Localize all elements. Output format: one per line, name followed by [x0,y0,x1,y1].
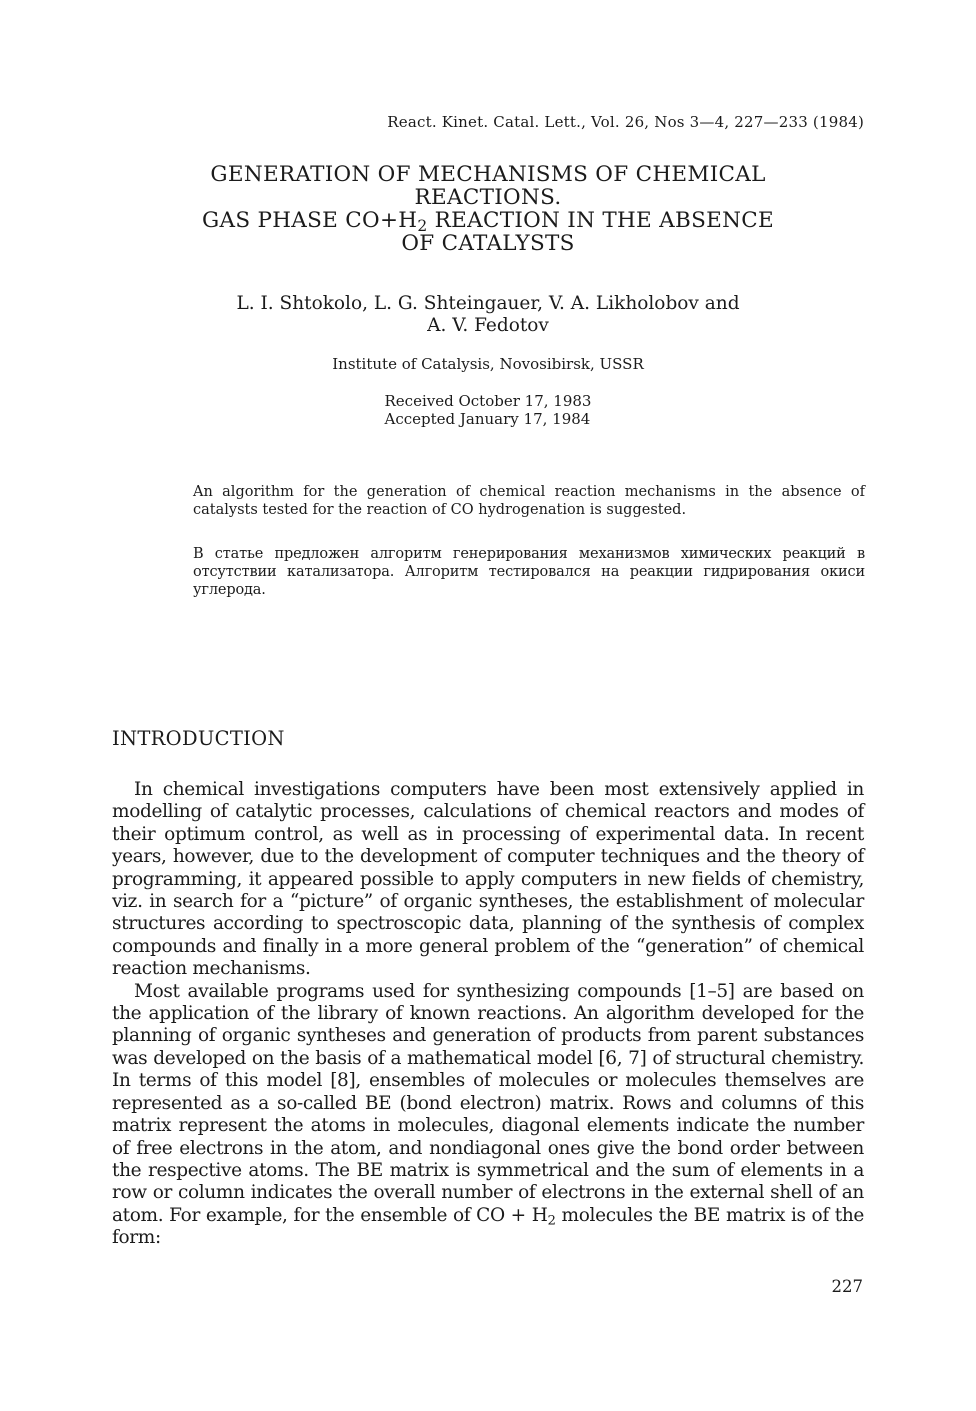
accepted-date: Accepted January 17, 1984 [384,410,591,428]
page-number: 227 [831,1277,863,1296]
body-paragraph-2-before: Most available programs used for synthesizing compounds [1–5] are based on the application of the library of known reactions. An algorithm developed for the planning of organic syntheses and generation of products from parent substances was developed on the basis of a mathematical model [6, 7] of structural chemistry. In terms of this model [8], ensembles of molecules or molecules themselves are represented as a so-called BE (bond electron) matrix. Rows and columns of this matrix represent the atoms in molecules, diagonal elements indicate the number of free electrons in the atom, and nondiagonal ones give the bond order between the respective atoms. The BE matrix is symmetrical and the sum of elements in a row or column indicates the overall number of electrons in the external shell of an atom. For example, for the ensemble of CO + H [112,980,864,1226]
title-line-3 [130,208,846,235]
title-line-2: REACTIONS. [414,185,562,210]
body-subscript: 2 [547,1213,556,1229]
affiliation: Institute of Catalysis, Novosibirsk, USSR [332,355,644,373]
abstract-russian: В статье предложен алгоритм генерирования механизмов химических реакций в отсутствии катализатора. Алгоритм тестировался на реакции гидрирования окиси углерода. [193,546,865,598]
submission-dates [130,392,846,428]
title-line-3-after: REACTION IN THE ABSENCE [427,208,774,233]
title-subscript: 2 [417,216,428,235]
received-date: Received October 17, 1983 [384,392,592,410]
authors-line-2: A. V. Fedotov [427,315,549,336]
title-line-4: OF CATALYSTS [401,231,575,256]
article-title [130,163,846,255]
section-heading-introduction: INTRODUCTION [112,727,285,750]
title-line-1: GENERATION OF MECHANISMS OF CHEMICAL [210,162,766,187]
body-paragraph-2-after: molecules the BE matrix is of the form: [112,1204,864,1249]
introduction-body [112,779,864,1250]
abstract-english: An algorithm for the generation of chemical reaction mechanisms in the absence of catalysts tested for the reaction of CO hydrogenation is suggested. [193,484,865,518]
body-paragraph-1: In chemical investigations computers have been most extensively applied in modelling of catalytic processes, calculations of chemical reactors and modes of their optimum control, as well as in processing of experimental data. In recent years, however, due to the development of computer techniques and the theory of programming, it appeared possible to apply computers in new fields of chemistry, viz. in search for a “picture” of organic syntheses, the establishment of molecular structures according to spectroscopic data, planning of the synthesis of complex compounds and finally in a more general problem of the “generation” of chemical reaction mechanisms. [112,779,864,980]
journal-citation: React. Kinet. Catal. Lett., Vol. 26, Nos 3—4, 227—233 (1984) [387,113,864,131]
author-list [130,293,846,337]
body-paragraph-2 [112,981,864,1250]
title-line-3-before: GAS PHASE CO+H [202,208,418,233]
authors-line-1: L. I. Shtokolo, L. G. Shteingauer, V. A. Likholobov and [236,293,740,314]
